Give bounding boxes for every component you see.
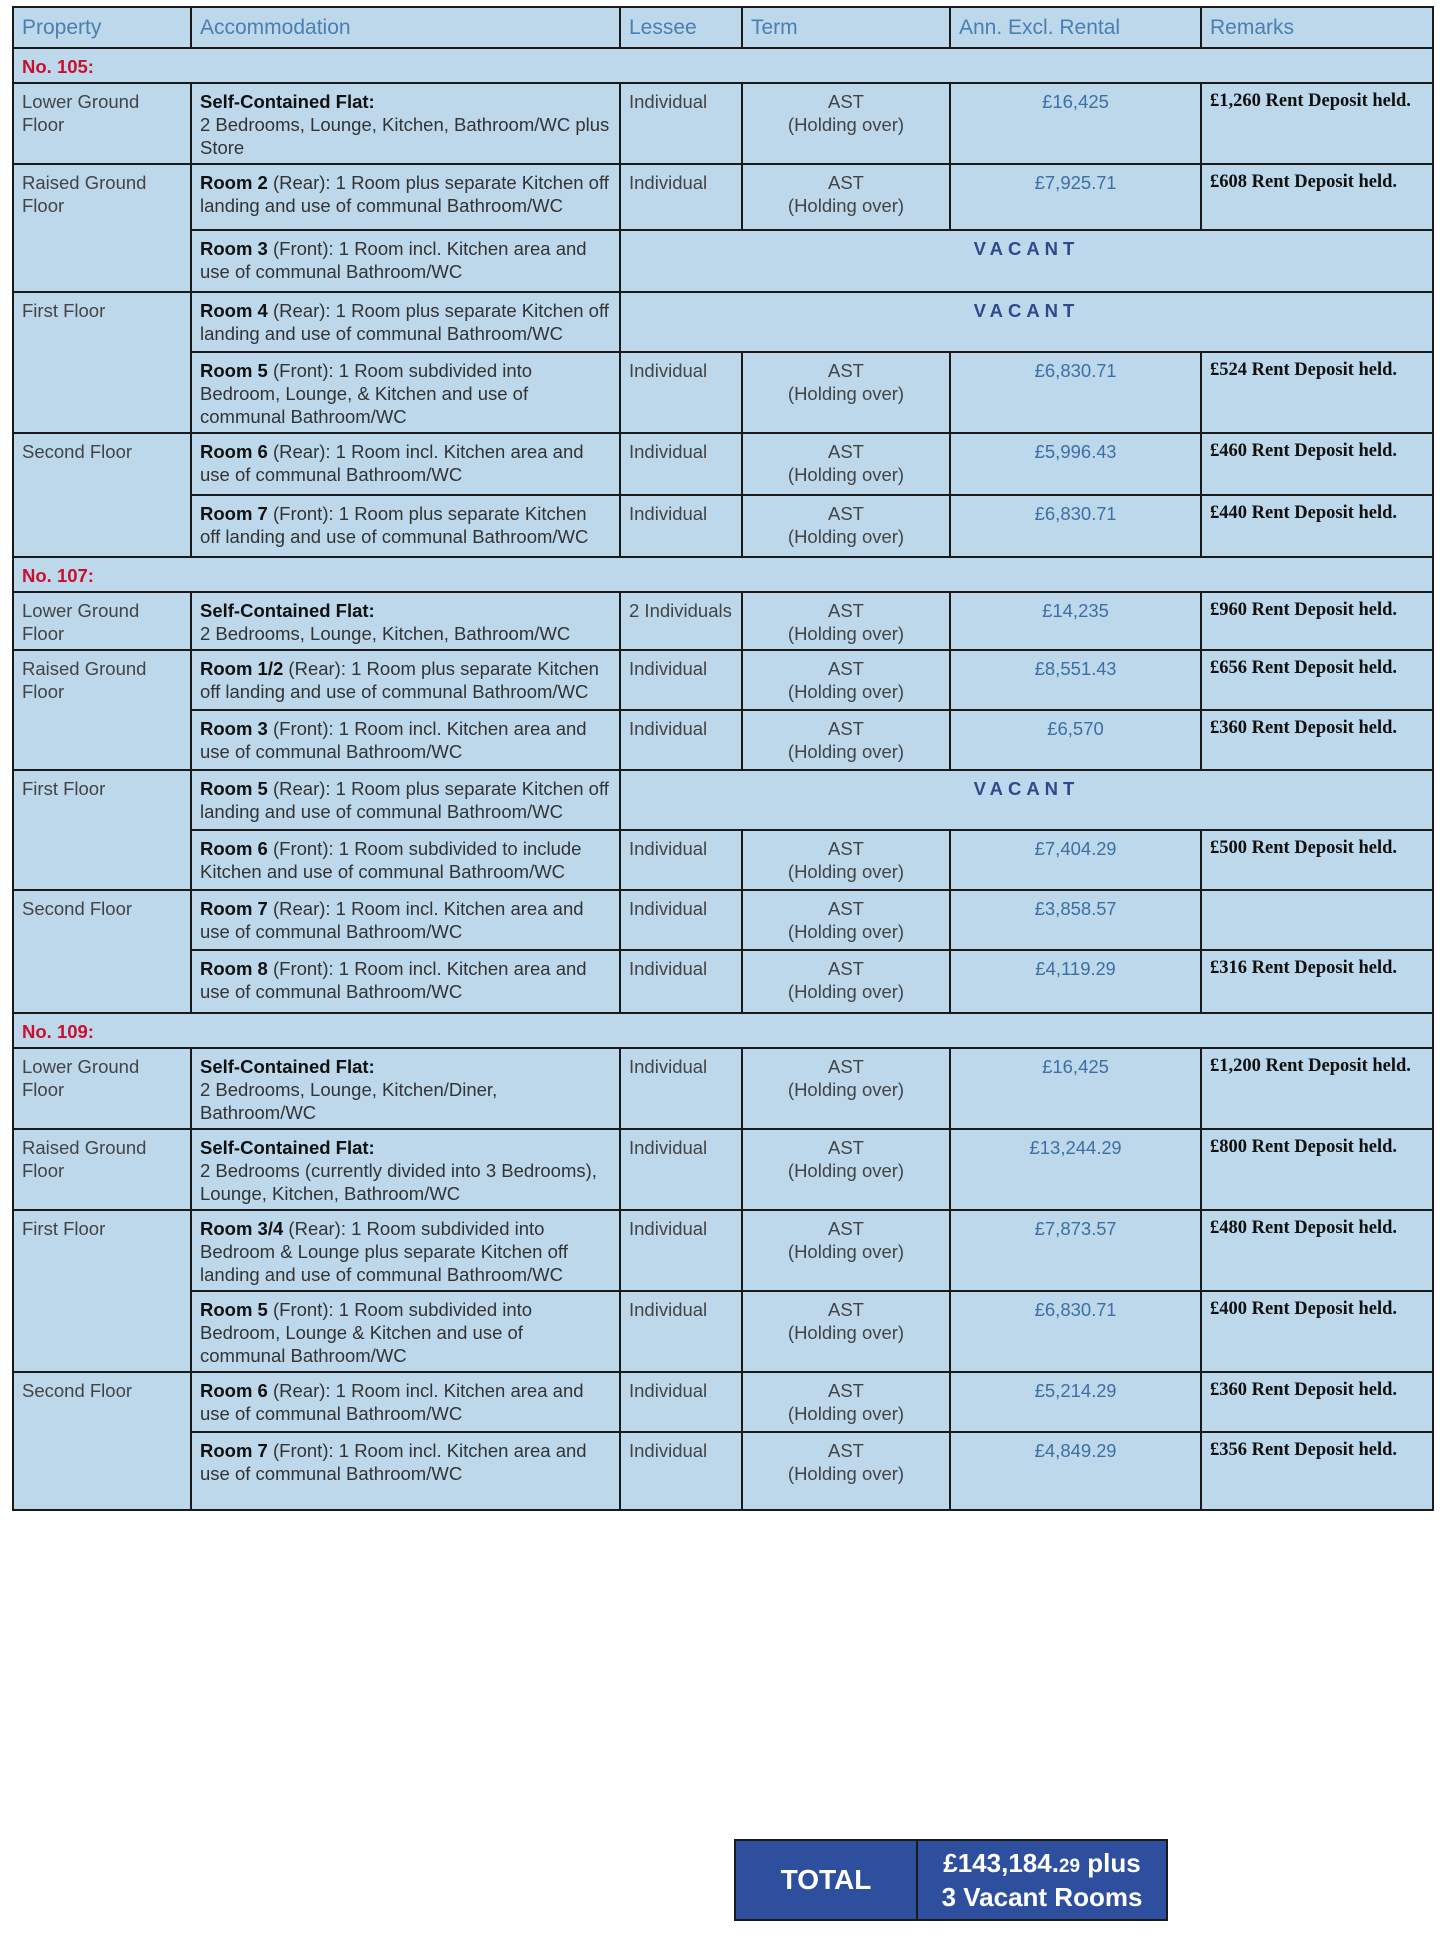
accommodation-cell [191, 83, 620, 164]
rental-cell [950, 950, 1201, 1013]
total-label: TOTAL [735, 1840, 917, 1920]
term-status: (Holding over) [787, 861, 905, 882]
total-value [917, 1840, 1167, 1920]
rental-cell [950, 1210, 1201, 1291]
rent-pence: 29 [1096, 839, 1117, 859]
term-type: AST [828, 360, 864, 381]
remarks-cell: £1,260 Rent Deposit held. [1201, 83, 1433, 164]
vacant-cell: VACANT [620, 292, 1433, 352]
tenancy-schedule [12, 6, 1432, 1511]
total-value-line2: 3 Vacant Rooms [941, 1882, 1143, 1912]
remarks-cell [1201, 890, 1433, 950]
remarks-cell: £480 Rent Deposit held. [1201, 1210, 1433, 1291]
accommodation-cell [191, 1291, 620, 1372]
term-cell [742, 650, 950, 710]
term-status: (Holding over) [787, 741, 905, 762]
rental-cell [950, 1432, 1201, 1510]
term-type: AST [828, 718, 864, 739]
term-type: AST [828, 1299, 864, 1320]
rental-cell [950, 1129, 1201, 1210]
rental-cell [950, 164, 1201, 230]
accommodation-cell [191, 1210, 620, 1291]
remarks-cell: £316 Rent Deposit held. [1201, 950, 1433, 1013]
rent-main: £7,404. [1034, 838, 1097, 859]
schedule-body [13, 48, 1433, 1510]
remarks-cell: £960 Rent Deposit held. [1201, 592, 1433, 650]
term-type: AST [828, 1137, 864, 1158]
rent-main: £7,925. [1034, 172, 1097, 193]
term-cell [742, 890, 950, 950]
unit-row [13, 1210, 1433, 1291]
floor-cell: Raised Ground Floor [13, 650, 191, 770]
schedule-table [12, 6, 1434, 1511]
section-row [13, 1013, 1433, 1048]
term-type: AST [828, 898, 864, 919]
remarks-cell: £500 Rent Deposit held. [1201, 830, 1433, 890]
rental-cell [950, 352, 1201, 433]
accommodation-cell [191, 352, 620, 433]
lessee-cell: Individual [620, 1129, 742, 1210]
rent-main: £3,858. [1034, 898, 1097, 919]
unit-name: Room 6 [200, 838, 268, 859]
term-cell [742, 164, 950, 230]
unit-detail: (Rear): 1 Room plus separate Kitchen off landing and use of communal Bathroom/WC [200, 778, 609, 822]
header-remarks: Remarks [1201, 7, 1433, 48]
floor-cell: First Floor [13, 1210, 191, 1372]
accommodation-cell [191, 650, 620, 710]
accommodation-cell [191, 1129, 620, 1210]
accommodation-cell [191, 230, 620, 292]
term-type: AST [828, 1440, 864, 1461]
unit-detail: (Rear): 1 Room incl. Kitchen area and use of communal Bathroom/WC [200, 1380, 584, 1424]
lessee-cell: Individual [620, 1432, 742, 1510]
term-status: (Holding over) [787, 1403, 905, 1424]
rent-main: £5,996. [1034, 441, 1097, 462]
unit-row [13, 1372, 1433, 1432]
accommodation-cell [191, 495, 620, 557]
unit-row [13, 830, 1433, 890]
unit-name: Self-Contained Flat: [200, 91, 375, 112]
header-row [13, 7, 1433, 48]
unit-row [13, 164, 1433, 230]
accommodation-cell [191, 950, 620, 1013]
floor-cell: Lower Ground Floor [13, 592, 191, 650]
remarks-cell: £360 Rent Deposit held. [1201, 1372, 1433, 1432]
rent-pence: 43 [1096, 442, 1117, 462]
rental-cell [950, 1372, 1201, 1432]
floor-cell: Lower Ground Floor [13, 83, 191, 164]
term-status: (Holding over) [787, 464, 905, 485]
unit-row [13, 495, 1433, 557]
term-cell [742, 495, 950, 557]
rent-pence: 71 [1096, 173, 1117, 193]
term-status: (Holding over) [787, 1463, 905, 1484]
rent-pence: 29 [1101, 1138, 1122, 1158]
term-status: (Holding over) [787, 1241, 905, 1262]
remarks-cell: £524 Rent Deposit held. [1201, 352, 1433, 433]
remarks-cell: £440 Rent Deposit held. [1201, 495, 1433, 557]
rent-pence: 29 [1095, 959, 1116, 979]
rent-pence: 71 [1096, 1300, 1117, 1320]
term-cell [742, 1210, 950, 1291]
total-value-pence: 29 [1058, 1856, 1081, 1877]
remarks-cell: £1,200 Rent Deposit held. [1201, 1048, 1433, 1129]
accommodation-cell [191, 770, 620, 830]
rent-main: £6,830. [1034, 1299, 1097, 1320]
term-cell [742, 710, 950, 770]
rent-pence: 71 [1096, 504, 1117, 524]
rent-main: £6,830. [1034, 503, 1097, 524]
term-status: (Holding over) [787, 1160, 905, 1181]
term-type: AST [828, 1056, 864, 1077]
accommodation-cell [191, 890, 620, 950]
unit-name: Room 6 [200, 1380, 268, 1401]
unit-detail: (Front): 1 Room incl. Kitchen area and use of communal Bathroom/WC [200, 238, 587, 282]
unit-name: Self-Contained Flat: [200, 1137, 375, 1158]
term-status: (Holding over) [787, 1322, 905, 1343]
term-status: (Holding over) [787, 526, 905, 547]
floor-cell: Second Floor [13, 1372, 191, 1510]
lessee-cell: Individual [620, 650, 742, 710]
rental-cell [950, 890, 1201, 950]
unit-name: Room 4 [200, 300, 268, 321]
unit-detail: (Rear): 1 Room plus separate Kitchen off landing and use of communal Bathroom/WC [200, 300, 609, 344]
unit-row [13, 710, 1433, 770]
vacant-cell: VACANT [620, 230, 1433, 292]
floor-cell: First Floor [13, 292, 191, 433]
term-status: (Holding over) [787, 681, 905, 702]
term-status: (Holding over) [787, 114, 905, 135]
term-status: (Holding over) [787, 383, 905, 404]
rent-main: £6,830. [1034, 360, 1097, 381]
term-type: AST [828, 658, 864, 679]
lessee-cell: Individual [620, 1210, 742, 1291]
term-type: AST [828, 1380, 864, 1401]
rental-cell [950, 433, 1201, 495]
term-cell [742, 830, 950, 890]
header-accommodation: Accommodation [191, 7, 620, 48]
floor-cell: First Floor [13, 770, 191, 890]
total-box [734, 1839, 1168, 1921]
rent-main: £4,849. [1034, 1440, 1097, 1461]
accommodation-cell [191, 292, 620, 352]
unit-detail: (Front): 1 Room subdivided into Bedroom, Lounge, & Kitchen and use of communal Bathroom/WC [200, 360, 533, 427]
floor-cell: Raised Ground Floor [13, 164, 191, 292]
unit-name: Room 1/2 [200, 658, 284, 679]
rental-cell [950, 650, 1201, 710]
unit-name: Room 7 [200, 503, 268, 524]
term-cell [742, 1129, 950, 1210]
unit-row [13, 83, 1433, 164]
term-type: AST [828, 172, 864, 193]
lessee-cell: Individual [620, 83, 742, 164]
unit-detail: (Front): 1 Room subdivided into Bedroom, Lounge & Kitchen and use of communal Bathroom/WC [200, 1299, 533, 1366]
unit-row [13, 770, 1433, 830]
unit-detail: (Rear): 1 Room incl. Kitchen area and use of communal Bathroom/WC [200, 898, 584, 942]
unit-detail: (Front): 1 Room incl. Kitchen area and use of communal Bathroom/WC [200, 718, 587, 762]
term-cell [742, 433, 950, 495]
floor-cell: Second Floor [13, 433, 191, 557]
unit-detail: (Rear): 1 Room subdivided into Bedroom & Lounge plus separate Kitchen off landing and use of communal Bathroom/WC [200, 1218, 568, 1285]
rental-cell [950, 710, 1201, 770]
term-cell [742, 83, 950, 164]
unit-row [13, 352, 1433, 433]
section-title: No. 105: [13, 48, 1433, 83]
rent-main: £13,244. [1029, 1137, 1102, 1158]
unit-name: Self-Contained Flat: [200, 600, 375, 621]
rental-cell [950, 592, 1201, 650]
remarks-cell: £460 Rent Deposit held. [1201, 433, 1433, 495]
term-status: (Holding over) [787, 623, 905, 644]
rent-main: £16,425 [1042, 1056, 1109, 1077]
term-type: AST [828, 1218, 864, 1239]
term-type: AST [828, 441, 864, 462]
unit-name: Room 7 [200, 898, 268, 919]
lessee-cell: Individual [620, 950, 742, 1013]
term-type: AST [828, 600, 864, 621]
unit-row [13, 292, 1433, 352]
rental-cell [950, 1291, 1201, 1372]
term-status: (Holding over) [787, 195, 905, 216]
remarks-cell: £656 Rent Deposit held. [1201, 650, 1433, 710]
unit-name: Room 5 [200, 360, 268, 381]
unit-name: Room 3 [200, 238, 268, 259]
unit-name: Room 7 [200, 1440, 268, 1461]
unit-row [13, 433, 1433, 495]
unit-row [13, 950, 1433, 1013]
remarks-cell: £360 Rent Deposit held. [1201, 710, 1433, 770]
floor-cell: Lower Ground Floor [13, 1048, 191, 1129]
term-cell [742, 950, 950, 1013]
term-status: (Holding over) [787, 981, 905, 1002]
unit-row [13, 1432, 1433, 1510]
floor-cell: Raised Ground Floor [13, 1129, 191, 1210]
rent-pence: 57 [1096, 899, 1117, 919]
unit-detail: (Rear): 1 Room incl. Kitchen area and use of communal Bathroom/WC [200, 441, 584, 485]
remarks-cell: £608 Rent Deposit held. [1201, 164, 1433, 230]
unit-name: Room 6 [200, 441, 268, 462]
lessee-cell: Individual [620, 830, 742, 890]
remarks-cell: £800 Rent Deposit held. [1201, 1129, 1433, 1210]
rent-pence: 71 [1096, 361, 1117, 381]
lessee-cell: Individual [620, 352, 742, 433]
term-status: (Holding over) [787, 921, 905, 942]
lessee-cell: Individual [620, 1372, 742, 1432]
accommodation-cell [191, 1048, 620, 1129]
rent-main: £16,425 [1042, 91, 1109, 112]
term-cell [742, 352, 950, 433]
rent-pence: 29 [1096, 1441, 1117, 1461]
remarks-cell: £400 Rent Deposit held. [1201, 1291, 1433, 1372]
unit-name: Room 5 [200, 778, 268, 799]
header-term: Term [742, 7, 950, 48]
term-cell [742, 1048, 950, 1129]
lessee-cell: Individual [620, 164, 742, 230]
term-cell [742, 592, 950, 650]
rent-main: £6,570 [1047, 718, 1104, 739]
term-cell [742, 1432, 950, 1510]
lessee-cell: 2 Individuals [620, 592, 742, 650]
rent-pence: 43 [1096, 659, 1117, 679]
term-status: (Holding over) [787, 1079, 905, 1100]
term-cell [742, 1291, 950, 1372]
unit-row [13, 1048, 1433, 1129]
lessee-cell: Individual [620, 1291, 742, 1372]
unit-row [13, 592, 1433, 650]
accommodation-cell [191, 1372, 620, 1432]
total-value-suffix: plus [1080, 1848, 1141, 1878]
unit-name: Room 8 [200, 958, 268, 979]
rent-main: £5,214. [1034, 1380, 1097, 1401]
rent-pence: 57 [1096, 1219, 1117, 1239]
unit-row [13, 1129, 1433, 1210]
unit-name: Self-Contained Flat: [200, 1056, 375, 1077]
term-type: AST [828, 503, 864, 524]
section-title: No. 109: [13, 1013, 1433, 1048]
lessee-cell: Individual [620, 495, 742, 557]
accommodation-cell [191, 433, 620, 495]
floor-cell: Second Floor [13, 890, 191, 1013]
section-title: No. 107: [13, 557, 1433, 592]
rental-cell [950, 83, 1201, 164]
term-cell [742, 1372, 950, 1432]
unit-name: Room 3/4 [200, 1218, 284, 1239]
unit-detail: 2 Bedrooms, Lounge, Kitchen, Bathroom/WC plus Store [200, 114, 610, 158]
lessee-cell: Individual [620, 1048, 742, 1129]
rent-main: £14,235 [1042, 600, 1109, 621]
rental-cell [950, 830, 1201, 890]
unit-name: Room 3 [200, 718, 268, 739]
accommodation-cell [191, 592, 620, 650]
accommodation-cell [191, 710, 620, 770]
accommodation-cell [191, 830, 620, 890]
rent-main: £4,119. [1035, 958, 1096, 979]
remarks-cell: £356 Rent Deposit held. [1201, 1432, 1433, 1510]
term-type: AST [828, 958, 864, 979]
unit-detail: (Front): 1 Room incl. Kitchen area and use of communal Bathroom/WC [200, 1440, 587, 1484]
unit-row [13, 230, 1433, 292]
rental-cell [950, 1048, 1201, 1129]
unit-row [13, 1291, 1433, 1372]
header-lessee: Lessee [620, 7, 742, 48]
total-value-main: £143,184. [943, 1848, 1059, 1878]
accommodation-cell [191, 164, 620, 230]
unit-detail: (Front): 1 Room plus separate Kitchen off landing and use of communal Bathroom/WC [200, 503, 589, 547]
unit-detail: (Rear): 1 Room plus separate Kitchen off landing and use of communal Bathroom/WC [200, 658, 599, 702]
unit-detail: 2 Bedrooms, Lounge, Kitchen, Bathroom/WC [200, 623, 571, 644]
vacant-cell: VACANT [620, 770, 1433, 830]
term-type: AST [828, 91, 864, 112]
rent-main: £8,551. [1034, 658, 1097, 679]
section-row [13, 48, 1433, 83]
section-row [13, 557, 1433, 592]
unit-detail: 2 Bedrooms, Lounge, Kitchen/Diner, Bathroom/WC [200, 1079, 498, 1123]
unit-detail: 2 Bedrooms (currently divided into 3 Bedrooms), Lounge, Kitchen, Bathroom/WC [200, 1160, 597, 1204]
rent-pence: 29 [1096, 1381, 1117, 1401]
lessee-cell: Individual [620, 710, 742, 770]
accommodation-cell [191, 1432, 620, 1510]
lessee-cell: Individual [620, 433, 742, 495]
header-property: Property [13, 7, 191, 48]
rental-cell [950, 495, 1201, 557]
unit-name: Room 2 [200, 172, 268, 193]
unit-detail: (Front): 1 Room subdivided to include Kitchen and use of communal Bathroom/WC [200, 838, 582, 882]
lessee-cell: Individual [620, 890, 742, 950]
unit-detail: (Rear): 1 Room plus separate Kitchen off landing and use of communal Bathroom/WC [200, 172, 609, 216]
term-type: AST [828, 838, 864, 859]
unit-row [13, 650, 1433, 710]
unit-name: Room 5 [200, 1299, 268, 1320]
unit-detail: (Front): 1 Room incl. Kitchen area and use of communal Bathroom/WC [200, 958, 587, 1002]
unit-row [13, 890, 1433, 950]
header-rental: Ann. Excl. Rental [950, 7, 1201, 48]
rent-main: £7,873. [1034, 1218, 1097, 1239]
